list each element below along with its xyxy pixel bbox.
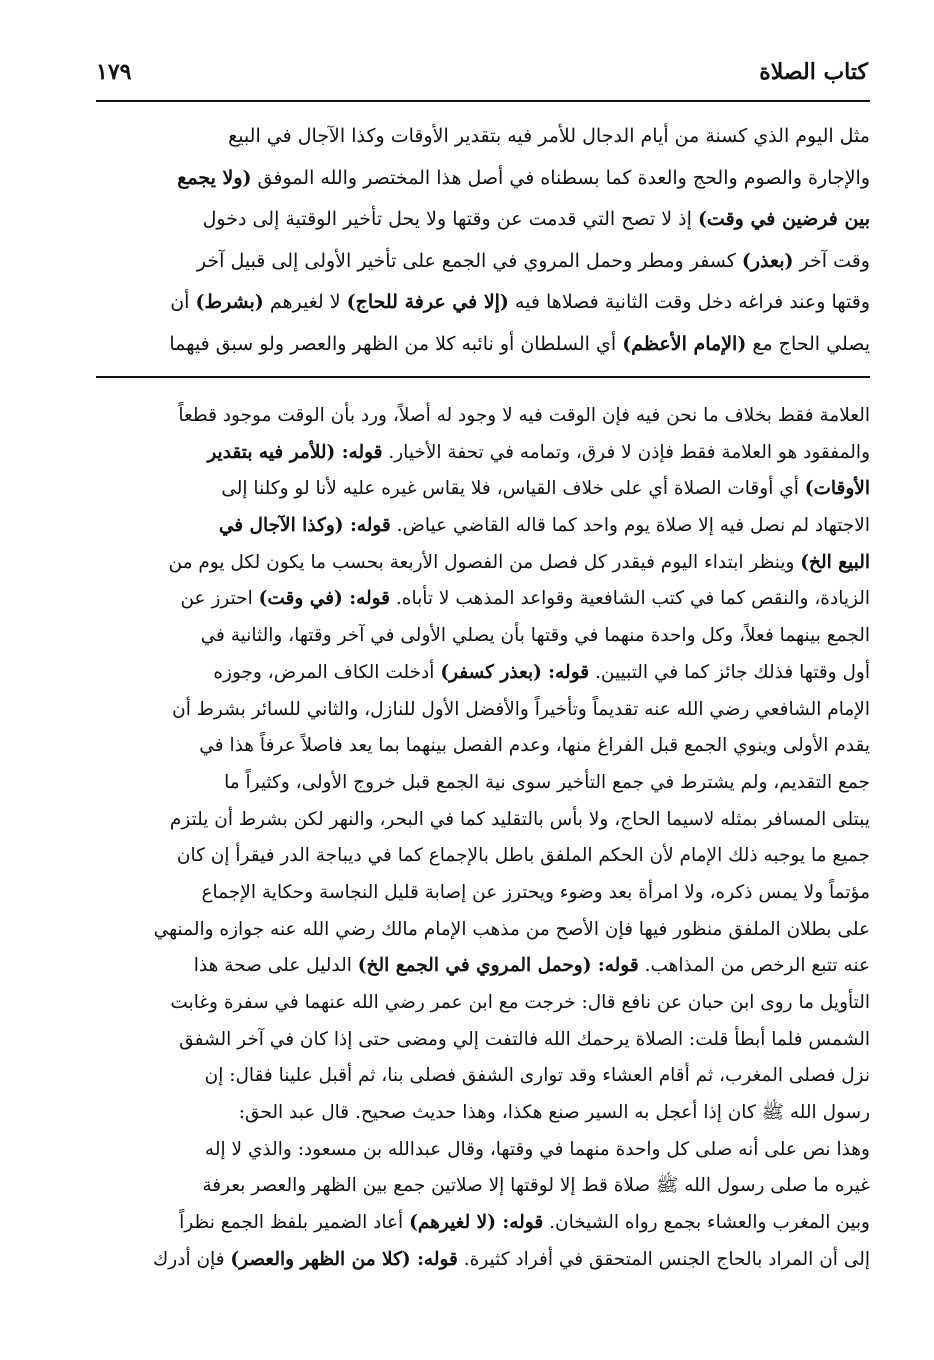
main-text-line bbox=[96, 241, 870, 283]
commentary-line bbox=[96, 1205, 870, 1242]
commentary-line bbox=[96, 838, 870, 875]
commentary-line bbox=[96, 471, 870, 508]
text-run: على بطلان الملفق منظور فيها فإن الأصح من مذهب الإمام مالك رضي الله عنه جوازه والمنهي bbox=[153, 918, 870, 940]
bold-quote: الأوقات) bbox=[804, 478, 870, 500]
text-run: يبتلى المسافر بمثله لاسيما الحاج، ولا بأس بالتقليد كما في البحر، والنهر لكن بشرط أن يلتزم bbox=[169, 808, 870, 830]
main-text-block bbox=[96, 116, 870, 365]
commentary-line bbox=[96, 435, 870, 472]
text-run: يقدم الأولى وينوي الجمع قبل الفراغ منها، وعدم الفصل بينهما بما يعد فاصلاً عرفاً هذا في bbox=[199, 735, 870, 757]
bold-quote: (بشرط) bbox=[195, 291, 264, 313]
commentary-line bbox=[96, 581, 870, 618]
text-run: أعاد الضمير بلفظ الجمع نظراً bbox=[179, 1212, 410, 1234]
text-run: وقتها وعند فراغه دخل وقت الثانية فصلاها فيه bbox=[508, 291, 870, 313]
text-run: أي أوقات الصلاة أي على خلاف القياس، فلا يقاس غيره عليه لأنا لو وكلنا إلى bbox=[221, 478, 805, 500]
commentary-line bbox=[96, 1168, 870, 1205]
text-run: مثل اليوم الذي كسنة من أيام الدجال للأمر فيه بتقدير الأوقات وكذا الآجال في البيع bbox=[228, 125, 870, 147]
page-number: ١٧٩ bbox=[96, 59, 132, 85]
text-run: جمع التقديم، ولم يشترط في جمع التأخير سوى نية الجمع قبل خروج الأولى، وكثيراً ما bbox=[224, 771, 870, 793]
commentary-line bbox=[96, 1095, 870, 1132]
commentary-line bbox=[96, 692, 870, 729]
commentary-line bbox=[96, 875, 870, 912]
text-run: أن bbox=[170, 291, 196, 313]
text-run: أي السلطان أو نائبه كلا من الظهر والعصر ولو سبق فيهما bbox=[169, 332, 623, 355]
text-run: والمفقود هو العلامة فقط فإذن لا فرق، وتمامه في تحفة الأخيار. bbox=[382, 441, 870, 463]
bold-quote: (بعذر) bbox=[741, 249, 794, 272]
bold-quote: (ولا يجمع bbox=[177, 166, 252, 189]
text-run: الزيادة، والنقص كما في كتب الشافعية وقواعد المذهب لا تأباه. bbox=[390, 588, 870, 610]
text-run: جميع ما يوجبه ذلك الإمام لأن الحكم الملفق باطل بالإجماع كما في ديباجة الدر فيقرأ إن كان bbox=[176, 845, 870, 867]
text-run: غيره ما صلى رسول الله ﷺ صلاة قط إلا لوقتها إلا صلاتين جمع بين الظهر والعصر بعرفة bbox=[202, 1175, 870, 1197]
text-run: وينظر ابتداء اليوم فيقدر كل فصل من الفصول الأربعة بحسب ما يكون لكل يوم من bbox=[168, 551, 801, 573]
text-run: أدخلت الكاف المرض، وجوزه bbox=[213, 661, 441, 683]
text-run: وهذا نص على أنه صلى كل واحدة منهما في وقتها، وقال عبدالله بن مسعود: والذي لا إله bbox=[204, 1138, 870, 1160]
text-run: عنه تتبع الرخص من المذاهب. bbox=[638, 955, 870, 977]
commentary-line bbox=[96, 655, 870, 692]
text-run: الدليل على صحة هذا bbox=[193, 955, 358, 977]
text-run: أول وقتها فذلك جائز كما في التبيين. bbox=[589, 661, 870, 683]
text-run: إذ لا تصح التي قدمت عن وقتها ولا يحل تأخير الوقتية إلى دخول bbox=[202, 208, 698, 230]
text-run: احترز عن bbox=[180, 588, 259, 610]
running-title: كتاب الصلاة bbox=[759, 59, 868, 85]
commentary-line bbox=[96, 948, 870, 985]
text-run: إلى أن المراد بالحاج الجنس المتحقق في أفراد كثيرة. bbox=[457, 1248, 870, 1270]
text-run: الإمام الشافعي رضي الله عنه تقديماً وتأخيراً والأفضل الأول للنازل، والثاني للسائر بشرط أن bbox=[172, 698, 870, 720]
bold-quote: قوله: (كلا من الظهر والعصر) bbox=[230, 1248, 458, 1270]
text-run: كسفر ومطر وحمل المروي في الجمع على تأخير الأولى إلى قبيل آخر bbox=[196, 249, 742, 272]
text-run: التأويل ما روى ابن حبان عن نافع قال: خرجت مع ابن عمر رضي الله عنهما في سفرة وغابت bbox=[170, 992, 870, 1013]
header-divider bbox=[96, 100, 870, 102]
text-run: الجمع بينهما فعلاً، وكل واحدة منهما في وقتها بأن يصلي الأولى في آخر وقتها، والثانية في bbox=[200, 625, 870, 647]
main-text-line bbox=[96, 324, 870, 366]
text-run: مؤتماً ولا يمس ذكره، ولا امرأة بعد وضوء ويحترز عن إصابة قليل النجاسة وحكاية الإجماع bbox=[201, 881, 870, 903]
page-header bbox=[96, 52, 868, 92]
bold-quote: قوله: (وكذا الآجال في bbox=[218, 515, 391, 537]
text-run: رسول الله ﷺ كان إذا أعجل به السير صنع هكذا، وهذا حديث صحيح. قال عبد الحق: bbox=[238, 1102, 870, 1124]
bold-quote: بين فرضين في وقت) bbox=[697, 208, 870, 230]
commentary-line bbox=[96, 728, 870, 765]
commentary-line bbox=[96, 1022, 870, 1059]
commentary-line bbox=[96, 912, 870, 949]
commentary-line bbox=[96, 1058, 870, 1095]
commentary-line bbox=[96, 545, 870, 582]
commentary-line bbox=[96, 985, 870, 1022]
commentary-line bbox=[96, 508, 870, 545]
commentary-line bbox=[96, 1242, 870, 1279]
text-run: الشمس فلما أبطأ قلت: الصلاة يرحمك الله فالتفت إلي ومضى حتى إذا كان في آخر الشفق bbox=[179, 1028, 870, 1050]
main-text-line bbox=[96, 282, 870, 324]
main-text-line bbox=[96, 116, 870, 158]
commentary-line bbox=[96, 802, 870, 839]
text-run: فإن أدرك bbox=[153, 1248, 231, 1270]
commentary-block bbox=[96, 398, 870, 1279]
commentary-line bbox=[96, 1132, 870, 1169]
main-text-line bbox=[96, 158, 870, 200]
commentary-line bbox=[96, 618, 870, 655]
main-text-line bbox=[96, 199, 870, 241]
text-run: نزل فصلى المغرب، ثم أقام العشاء وقد توارى الشفق فصلى بنا، ثم أقبل علينا فقال: إن bbox=[204, 1065, 870, 1087]
text-run: العلامة فقط بخلاف ما نحن فيه فإن الوقت فيه لا وجود له أصلاً، ورد بأن الوقت موجود قطعاً bbox=[178, 405, 870, 426]
text-run: الاجتهاد لم نصل فيه إلا صلاة يوم واحد كما قاله القاضي عياض. bbox=[390, 515, 870, 537]
commentary-line bbox=[96, 765, 870, 802]
text-run: وقت آخر bbox=[793, 249, 870, 272]
commentary-divider bbox=[96, 376, 870, 378]
text-run: والإجارة والصوم والحج والعدة كما بسطناه في أصل هذا المختصر والله الموفق bbox=[251, 166, 870, 189]
commentary-line bbox=[96, 398, 870, 435]
bold-quote: قوله: (لا لغيرهم) bbox=[409, 1212, 544, 1234]
text-run: وبين المغرب والعشاء بجمع رواه الشيخان. bbox=[543, 1212, 870, 1234]
bold-quote: قوله: (وحمل المروي في الجمع الخ) bbox=[357, 955, 639, 977]
bold-quote: البيع الخ) bbox=[800, 551, 870, 573]
bold-quote: قوله: (للأمر فيه بتقدير bbox=[207, 441, 383, 463]
text-run: يصلي الحاج مع bbox=[746, 332, 870, 355]
bold-quote: (الإمام الأعظم) bbox=[622, 332, 747, 355]
bold-quote: (إلا في عرفة للحاج) bbox=[346, 291, 509, 313]
bold-quote: قوله: (في وقت) bbox=[258, 588, 391, 610]
text-run: لا لغيرهم bbox=[263, 291, 347, 313]
bold-quote: قوله: (بعذر كسفر) bbox=[440, 661, 590, 683]
